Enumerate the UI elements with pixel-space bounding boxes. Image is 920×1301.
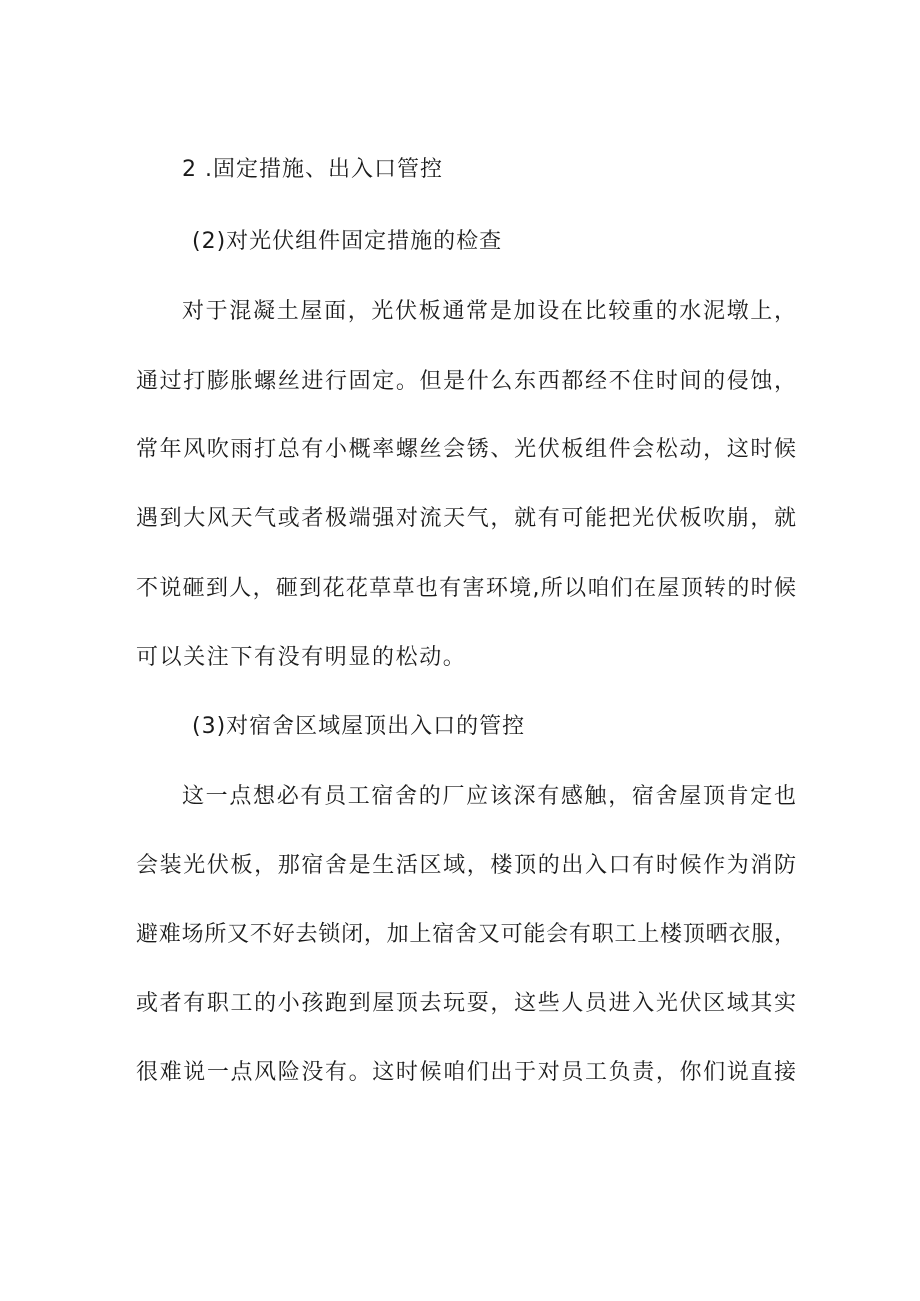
paragraph-line: 或者有职工的小孩跑到屋顶去玩耍，这些人员进入光伏区域其实: [136, 991, 796, 1016]
section-heading: 2 .固定措施、出入口管控: [182, 157, 443, 182]
subsection-heading-fixing: (2)对光伏组件固定措施的检查: [192, 229, 503, 254]
paragraph-line: 对于混凝土屋面，光伏板通常是加设在比较重的水泥墩上，: [182, 299, 796, 324]
subsection-heading-access: (3)对宿舍区域屋顶出入口的管控: [192, 714, 526, 739]
paragraph-line: 遇到大风天气或者极端强对流天气，就有可能把光伏板吹崩，就: [136, 506, 796, 531]
paragraph-line: 通过打膨胀螺丝进行固定。但是什么东西都经不住时间的侵蚀，: [136, 369, 796, 394]
paragraph-line: 会装光伏板，那宿舍是生活区域，楼顶的出入口有时候作为消防: [136, 853, 796, 878]
paragraph-line: 避难场所又不好去锁闭，加上宿舍又可能会有职工上楼顶晒衣服，: [136, 922, 796, 947]
paragraph-line: 这一点想必有员工宿舍的厂应该深有感触，宿舍屋顶肯定也: [182, 784, 796, 809]
paragraph-line: 常年风吹雨打总有小概率螺丝会锈、光伏板组件会松动，这时候: [136, 437, 796, 462]
paragraph-line: 很难说一点风险没有。这时候咱们出于对员工负责，你们说直接: [136, 1060, 796, 1085]
paragraph-line: 不说砸到人，砸到花花草草也有害环境,所以咱们在屋顶转的时候: [136, 576, 796, 601]
paragraph-line: 可以关注下有没有明显的松动。: [136, 645, 467, 670]
